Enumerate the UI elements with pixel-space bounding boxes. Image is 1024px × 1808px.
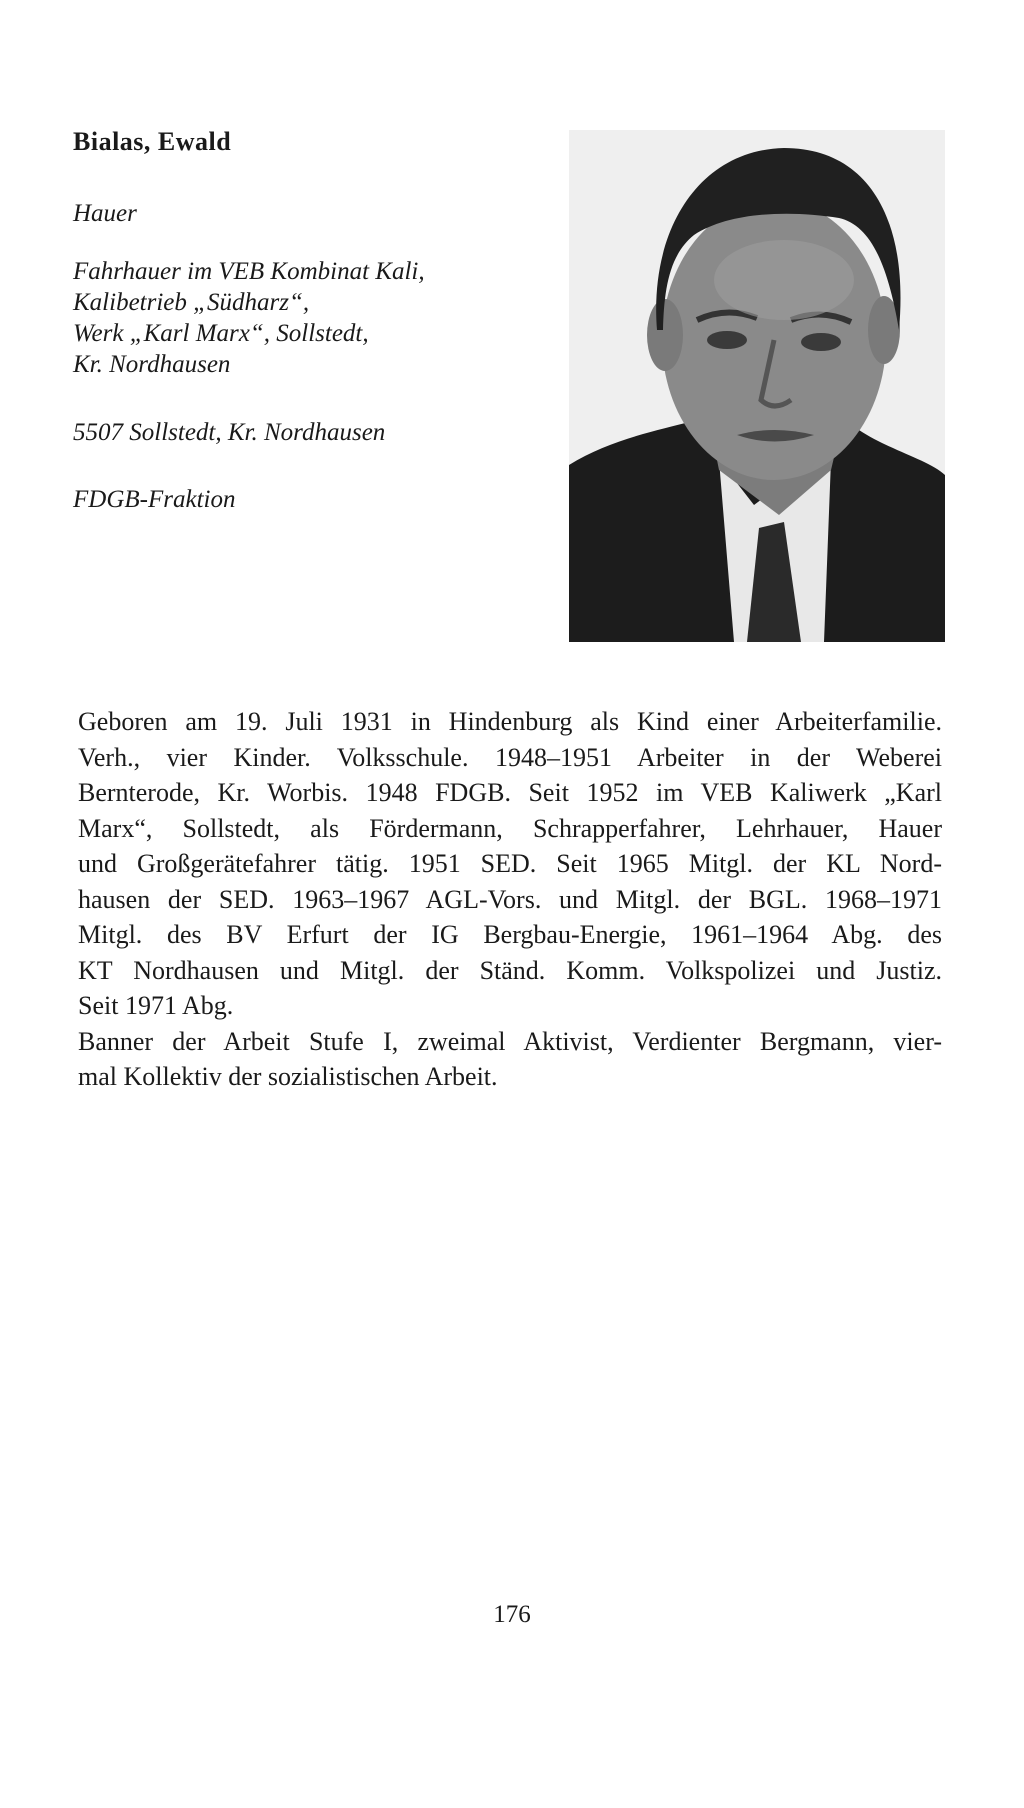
biography-line: hausen der SED. 1963–1967 AGL-Vors. und Mitgl. der BGL. 1968–1971 [78,884,942,914]
biography-line: Marx“, Sollstedt, als Fördermann, Schrapperfahrer, Lehrhauer, Hauer [78,813,942,843]
biography-line: Banner der Arbeit Stufe I, zweimal Aktivist, Verdienter Bergmann, vier- [78,1026,942,1056]
portrait-illustration [569,130,945,642]
portrait-photo [569,130,945,642]
occupation-text: Hauer [73,200,137,227]
entry-faction [73,484,235,515]
biography-line: Geboren am 19. Juli 1931 in Hindenburg als Kind einer Arbeiterfamilie. [78,707,942,736]
biography-line: Seit 1971 Abg. [78,991,234,1020]
entry-workplace [73,256,425,380]
biography [78,704,942,1095]
biography-line: Verh., vier Kinder. Volksschule. 1948–1951 Arbeiter in der Weberei [78,742,942,772]
biography-line: KT Nordhausen und Mitgl. der Ständ. Komm. Volkspolizei und Justiz. [78,955,942,985]
biography-line: und Großgerätefahrer tätig. 1951 SED. Seit 1965 Mitgl. der KL Nord- [78,849,942,878]
entry-name: Bialas, Ewald [73,127,232,156]
workplace-line: Kr. Nordhausen [73,351,231,378]
workplace-line: Kalibetrieb „Südharz“, [73,289,310,316]
entry-occupation [73,198,137,229]
workplace-line: Werk „Karl Marx“, Sollstedt, [73,320,369,347]
workplace-line: Fahrhauer im VEB Kombinat Kali, [73,258,425,285]
biography-line: Mitgl. des BV Erfurt der IG Bergbau-Energie, 1961–1964 Abg. des [78,920,942,949]
biography-line: Bernterode, Kr. Worbis. 1948 FDGB. Seit 1952 im VEB Kaliwerk „Karl [78,778,942,807]
entry-address [73,417,385,448]
address-text: 5507 Sollstedt, Kr. Nordhausen [73,419,386,446]
biography-line: mal Kollektiv der sozialistischen Arbeit. [78,1062,498,1091]
page-number: 176 [493,1601,531,1628]
faction-text: FDGB-Fraktion [73,486,236,513]
